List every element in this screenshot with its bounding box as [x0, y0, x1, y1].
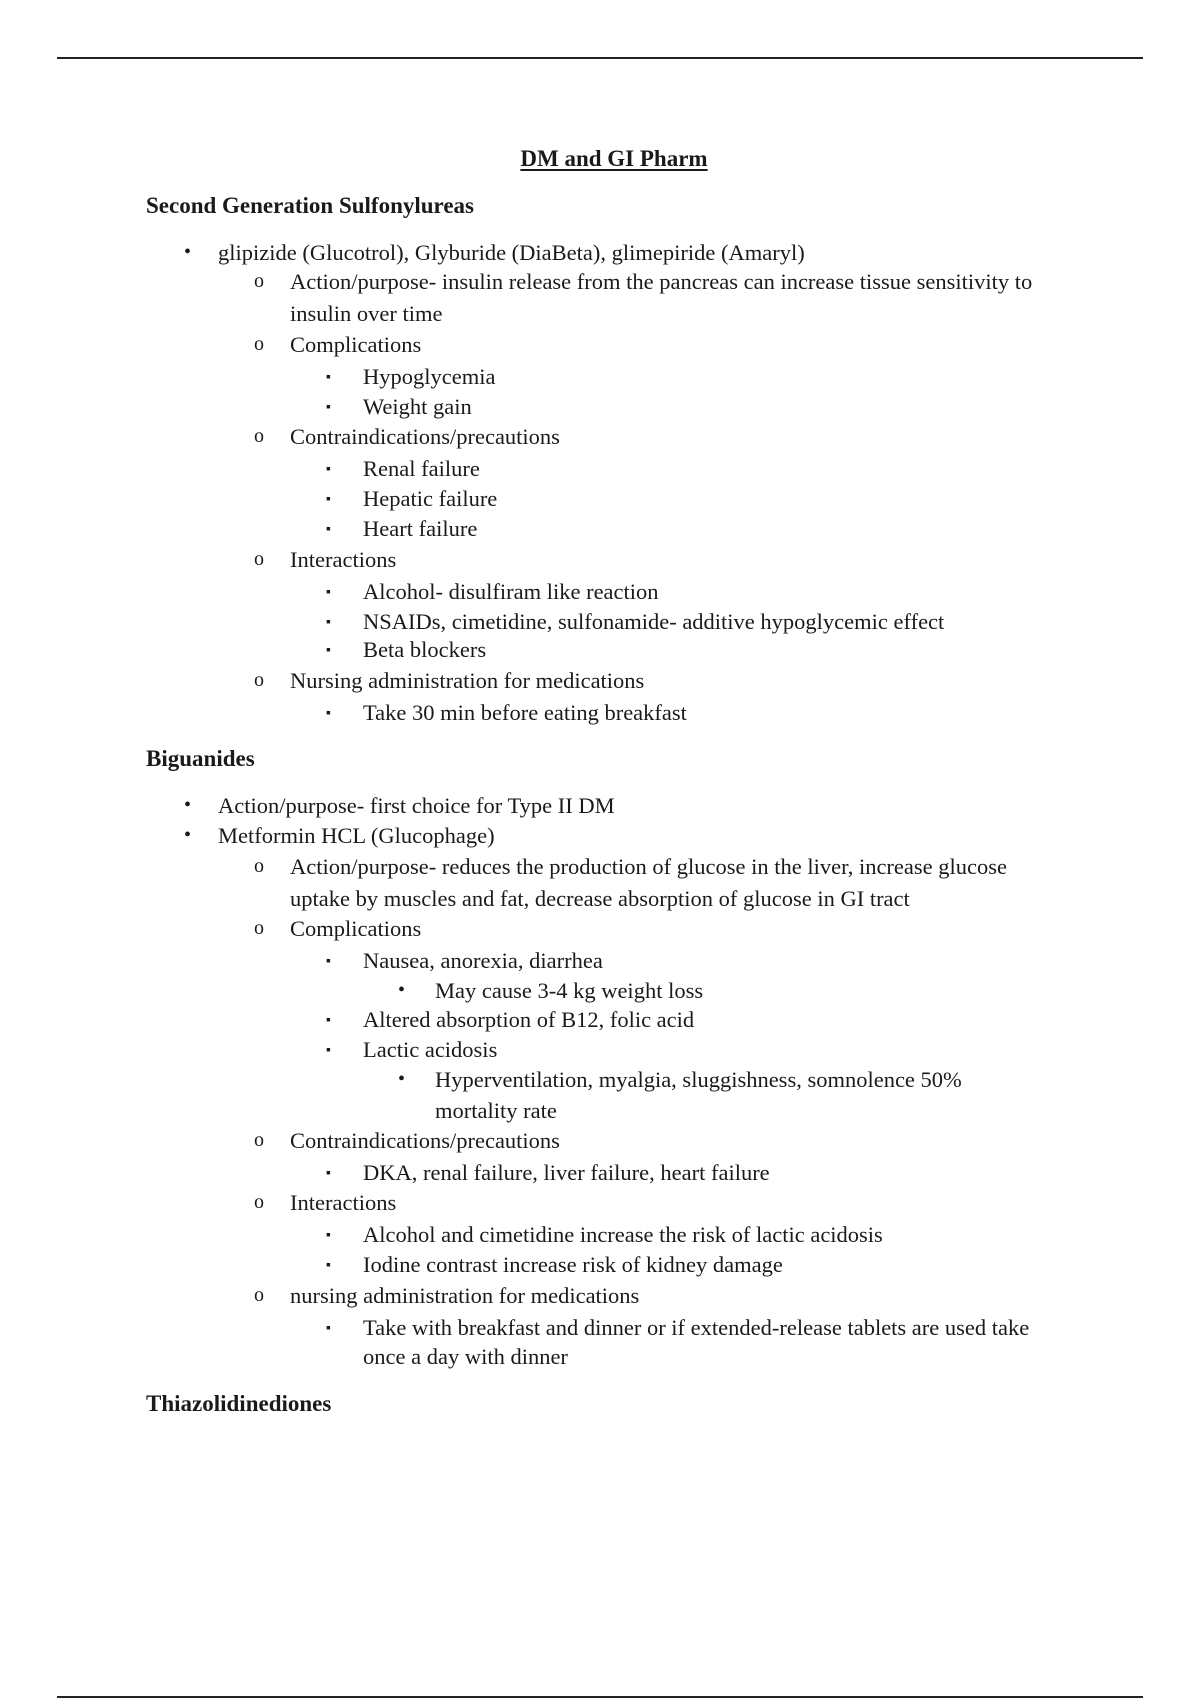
square-marker: ▪ [326, 400, 331, 415]
bullet-marker: • [398, 1068, 406, 1090]
circle-marker: o [254, 1191, 264, 1213]
square-marker: ▪ [326, 462, 331, 477]
list-item: ▪ Take 30 min before eating breakfast [363, 697, 687, 728]
list-item: • glipizide (Glucotrol), Glyburide (DiaBeta), glimepiride (Amaryl) [218, 237, 805, 268]
list-item: • Metformin HCL (Glucophage) [218, 820, 495, 851]
circle-marker: o [254, 855, 264, 877]
bullet-marker: • [184, 241, 192, 263]
circle-marker: o [254, 333, 264, 355]
circle-marker: o [254, 917, 264, 939]
list-item: o Interactions [290, 544, 396, 575]
square-marker: ▪ [326, 1258, 331, 1273]
section-heading-biguanides: Biguanides [146, 746, 255, 771]
bottom-page-rule [57, 1696, 1143, 1698]
list-item: o nursing administration for medications [290, 1280, 639, 1311]
square-marker: ▪ [326, 954, 331, 969]
list-item: o Contraindications/precautions [290, 421, 560, 452]
list-item: ▪ Alcohol- disulfiram like reaction [363, 576, 659, 607]
list-item: ▪ Weight gain [363, 391, 472, 422]
list-item-continuation: mortality rate [435, 1098, 557, 1123]
list-item: ▪ Alcohol and cimetidine increase the risk of lactic acidosis [363, 1219, 883, 1250]
list-item: • Hyperventilation, myalgia, sluggishness, somnolence 50% [435, 1064, 962, 1095]
square-marker: ▪ [326, 615, 331, 630]
square-marker: ▪ [326, 1321, 331, 1336]
square-marker: ▪ [326, 1166, 331, 1181]
list-item: ▪ Lactic acidosis [363, 1034, 497, 1065]
list-item: ▪ NSAIDs, cimetidine, sulfonamide- additive hypoglycemic effect [363, 606, 944, 637]
square-marker: ▪ [326, 1013, 331, 1028]
section-heading-thiazolidinediones: Thiazolidinediones [146, 1391, 332, 1416]
list-item: ▪ Altered absorption of B12, folic acid [363, 1004, 694, 1035]
list-item: ▪ Heart failure [363, 513, 477, 544]
document-title: DM and GI Pharm [520, 146, 708, 171]
circle-marker: o [254, 548, 264, 570]
square-marker: ▪ [326, 370, 331, 385]
list-item: ▪ Hypoglycemia [363, 361, 495, 392]
circle-marker: o [254, 425, 264, 447]
list-item: ▪ Beta blockers [363, 634, 486, 665]
square-marker: ▪ [326, 1043, 331, 1058]
circle-marker: o [254, 1129, 264, 1151]
bullet-marker: • [184, 824, 192, 846]
list-item: • Action/purpose- first choice for Type II DM [218, 790, 615, 821]
section-heading-sulfonylureas: Second Generation Sulfonylureas [146, 193, 474, 218]
square-marker: ▪ [326, 706, 331, 721]
list-item: o Nursing administration for medications [290, 665, 644, 696]
list-item-continuation: once a day with dinner [363, 1344, 568, 1369]
bullet-marker: • [398, 979, 406, 1001]
list-item: ▪ Hepatic failure [363, 483, 497, 514]
list-item: o Complications [290, 913, 421, 944]
circle-marker: o [254, 270, 264, 292]
circle-marker: o [254, 669, 264, 691]
circle-marker: o [254, 1284, 264, 1306]
list-item: o Contraindications/precautions [290, 1125, 560, 1156]
list-item-continuation: uptake by muscles and fat, decrease absorption of glucose in GI tract [290, 886, 910, 911]
top-page-rule [57, 57, 1143, 59]
list-item: o Complications [290, 329, 421, 360]
list-item: ▪ Nausea, anorexia, diarrhea [363, 945, 603, 976]
list-item: o Action/purpose- insulin release from the pancreas can increase tissue sensitivity to [290, 266, 1032, 297]
list-item: ▪ DKA, renal failure, liver failure, heart failure [363, 1157, 770, 1188]
list-item: ▪ Renal failure [363, 453, 480, 484]
list-item: ▪ Iodine contrast increase risk of kidney damage [363, 1249, 783, 1280]
list-item-continuation: insulin over time [290, 301, 443, 326]
square-marker: ▪ [326, 492, 331, 507]
list-item: o Action/purpose- reduces the production of glucose in the liver, increase glucose [290, 851, 1007, 882]
bullet-marker: • [184, 794, 192, 816]
square-marker: ▪ [326, 643, 331, 658]
list-item: ▪ Take with breakfast and dinner or if extended-release tablets are used take [363, 1312, 1029, 1343]
square-marker: ▪ [326, 522, 331, 537]
square-marker: ▪ [326, 1228, 331, 1243]
list-item: o Interactions [290, 1187, 396, 1218]
list-item: • May cause 3-4 kg weight loss [435, 975, 703, 1006]
square-marker: ▪ [326, 585, 331, 600]
